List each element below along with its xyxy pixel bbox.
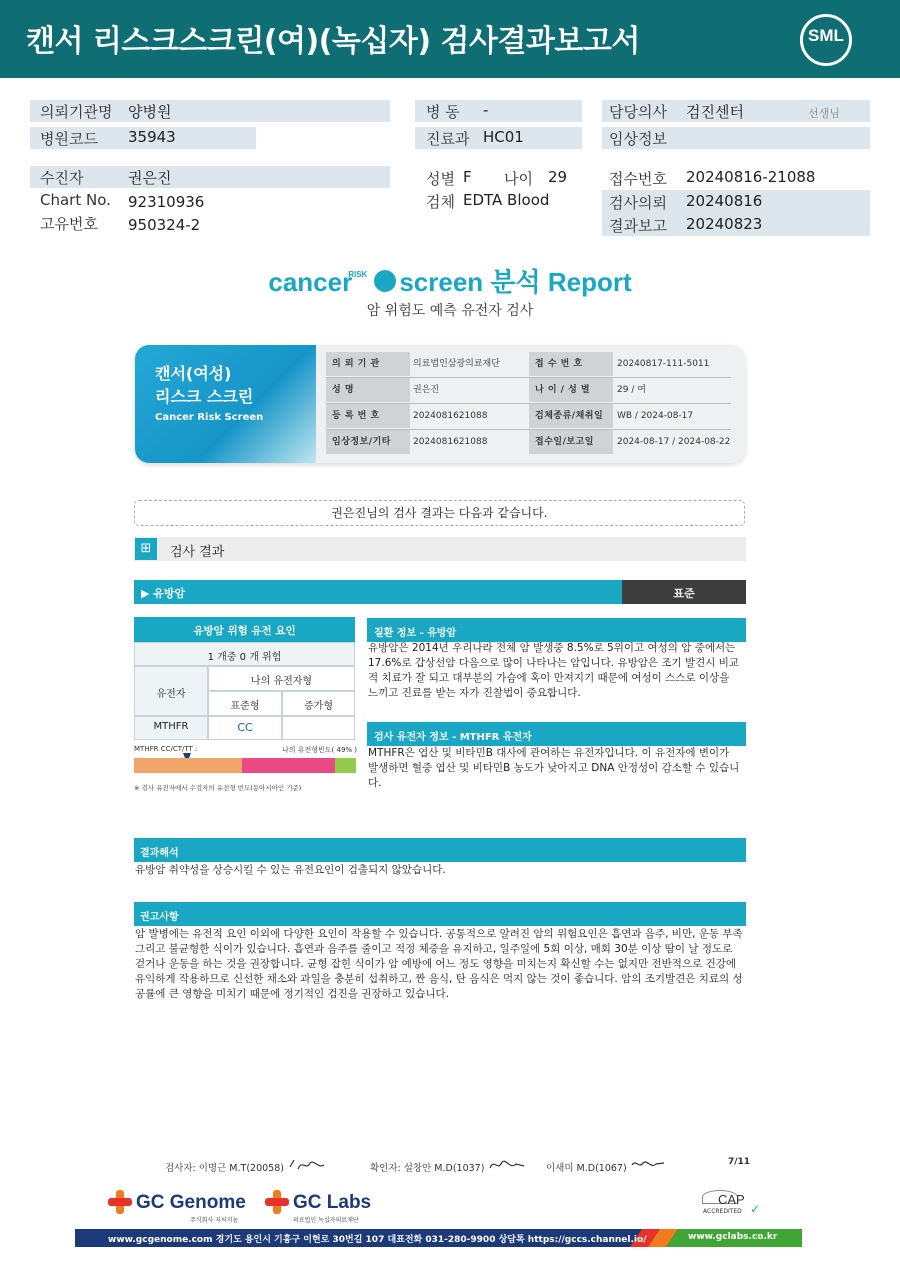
brand-cancer: cancer (268, 267, 353, 297)
age-value: 29 (548, 168, 568, 186)
ward-value: - (483, 101, 489, 119)
freq-segment-ct (242, 758, 335, 773)
age-label: 나이 (504, 170, 533, 188)
card-label: 의 뢰 기 관 (326, 352, 410, 376)
cap-logo: CAP (718, 1192, 745, 1207)
checkmark-icon: ✓ (750, 1202, 761, 1216)
std-label: 표준형 (230, 701, 260, 712)
freq-segment-cc (134, 758, 242, 773)
brand-title (0, 262, 900, 299)
confirmer2-signature-mark (630, 1157, 666, 1171)
sex-value: F (463, 168, 472, 186)
card-label: 임상정보/기타 (326, 430, 410, 454)
accession-label: 접수번호 (609, 170, 667, 188)
tester-signature-mark (288, 1157, 328, 1173)
interpretation-bar (134, 838, 746, 862)
specimen-value: EDTA Blood (463, 191, 550, 209)
genotype-label: 나의 유전자형 (250, 676, 313, 687)
section-header (134, 537, 746, 561)
patient-label: 수진자 (40, 169, 84, 187)
card-value: 2024081621088 (413, 411, 488, 421)
card-value: 2024-08-17 / 2024-08-22 (617, 437, 731, 447)
dept-label: 진료과 (426, 130, 470, 148)
institution-value: 양병원 (128, 103, 172, 121)
request-value: 20240816 (686, 192, 763, 210)
recommendation-text: 암 발병에는 유전적 요인 이외에 다양한 요인이 작용할 수 있습니다. 공통적으로 알려진 암의 위험요인은 흡연과 음주, 비만, 운동 부족 그리고 불균형한 식이가 있습니다. 흡연과 음주를 줄이고 적정 체중을 유지하고, 일주일에 5회 이상, 매회 30분 이상 땀이 날 정도로 걷거나 운동을 하는 것을 권장합니다. 균형 잡힌 식이가 암 예방에 어느 정도 영향을 미치는지 확신할 수는 없지만 전반적으로 건강에 유익하게 작용하므로 신선한 채소와 과일을 충분히 섭취하고, 짠 음식, 탄 음식은 먹지 않는 것이 좋습니다. 암의 조기발견은 치료의 성공률에 큰 영향을 미치기 때문에 정기적인 검진을 권장하고 있습니다. (135, 928, 743, 1000)
report-value: 20240823 (686, 215, 763, 233)
patient-name: 권은진 (128, 169, 172, 187)
freq-bar-left-label: MTHFR CC/CT/TT : (134, 745, 198, 753)
sml-logo: SML (808, 26, 844, 45)
brand-report: 분석 Report (490, 267, 632, 297)
doctor-value: 검진센터 (686, 103, 744, 121)
disease-info-title: 질환 정보 - 유방암 (374, 628, 457, 639)
chart-label: Chart No. (40, 191, 111, 209)
freq-bar-right-label: 나의 유전형빈도( 49% ) (282, 746, 358, 754)
patient-row (30, 166, 390, 188)
gc-genome-sub: 주식회사 지씨지놈 (190, 1217, 239, 1224)
cancer-ribbon-icon (374, 270, 396, 292)
dept-value: HC01 (483, 128, 524, 146)
freq-segment-tt (335, 758, 356, 773)
gene-count: 1 개중 0 개 위험 (207, 652, 282, 663)
card-value: 29 / 여 (617, 385, 646, 395)
gene-col-label: 유전자 (156, 689, 186, 700)
ward-label: 병 동 (426, 103, 460, 121)
gc-cross-icon (265, 1190, 289, 1214)
confirmer2-signature: 이새미 M.D(1067) (546, 1163, 627, 1174)
card-title-1: 캔서(여성) (155, 364, 232, 383)
gc-labs-logo: GC Labs (293, 1192, 372, 1213)
doctor-label: 담당의사 (609, 103, 667, 121)
category-name: ▶ 유방암 (141, 587, 186, 600)
brand-screen: screen (399, 267, 484, 297)
accession-value: 20240816-21088 (686, 168, 816, 186)
institution-label: 의뢰기관명 (40, 103, 113, 121)
gene-table-title: 유방암 위험 유전 요인 (193, 625, 296, 637)
gc-genome-logo: GC Genome (136, 1192, 246, 1213)
card-value: 권은진 (413, 385, 440, 395)
tester-signature: 검사자: 이명근 M.T(20058) (165, 1163, 284, 1174)
category-level: 표준 (673, 587, 695, 600)
card-title-2: 리스크 스크린 (155, 387, 254, 406)
card-title-3: Cancer Risk Screen (155, 412, 264, 423)
confirmer-signature: 확인자: 설창안 M.D(1037) (370, 1163, 485, 1174)
recommendation-title: 권고사항 (140, 912, 179, 923)
brand-subtitle: 암 위험도 예측 유전자 검사 (366, 303, 534, 319)
card-value: 20240817-111-5011 (617, 359, 710, 369)
gc-labs-sub: 의료법인 녹십자의료재단 (293, 1217, 359, 1224)
card-label: 성 명 (326, 378, 410, 402)
result-notice: 권은진님의 검사 결과는 다음과 같습니다. (134, 500, 745, 526)
card-label: 나 이 / 성 별 (529, 378, 613, 402)
interpretation-text: 유방암 취약성을 상승시킬 수 있는 유전요인이 검출되지 않았습니다. (135, 864, 446, 876)
frequency-bar (134, 752, 356, 774)
id-label: 고유번호 (40, 215, 98, 233)
card-value: 2024081621088 (413, 437, 488, 447)
card-value: WB / 2024-08-17 (617, 411, 694, 421)
footer-address: www.gcgenome.com 경기도 용인시 기흥구 이현로 30번길 107 대표전화 031-280-9900 상담톡 https://gccs.channel.io/ (108, 1235, 647, 1245)
report-title: 캔서 리스크스크린(여)(녹십자) 검사결과보고서 (26, 24, 640, 59)
chart-value: 92310936 (128, 193, 205, 211)
card-label: 접수일/보고일 (529, 430, 613, 454)
gene-info-text: MTHFR은 엽산 및 비타민B 대사에 관여하는 유전자입니다. 이 유전자에 변이가 발생하면 혈중 엽산 및 비타민B 농도가 낮아지고 DNA 안정성이 감소할 수 있습니다. (368, 747, 740, 789)
brand-risk: RISK (348, 270, 368, 279)
inc-label: 증가형 (304, 701, 333, 712)
gene-table-footnote: ※ 검사 유전자에서 수검자의 유전형 빈도(동아시아인 기준) (134, 784, 302, 792)
hospital-code-value: 35943 (128, 128, 176, 146)
request-label: 검사의뢰 (609, 194, 667, 212)
summary-card (135, 345, 745, 463)
card-value: 의료법인삼광의료재단 (413, 359, 500, 369)
interpretation-title: 결과해석 (140, 848, 179, 859)
disease-info-text: 유방암은 2014년 우리나라 전체 암 발생중 8.5%로 5위이고 여성의 암 중에서는 17.6%로 갑상선암 다음으로 많이 나타나는 암입니다. 유방암은 조기 발견시 비교적 치료가 잘 되고 대부분의 가슴에 혹이 만져지기 때문에 여성이 스스로 이상을 느끼고 진료를 받는 자가 진찰법이 중요합니다. (368, 642, 740, 699)
doctor-suffix: 선생님 (808, 107, 840, 120)
report-label: 결과보고 (609, 217, 667, 235)
card-label: 접 수 번 호 (529, 352, 613, 376)
confirmer-signature-mark (488, 1156, 528, 1174)
section-title: 검사 결과 (170, 545, 225, 560)
recommendation-bar (134, 902, 746, 926)
cap-sub: ACCREDITED (703, 1208, 742, 1215)
page-number: 7/11 (728, 1157, 751, 1167)
card-label: 등 록 번 호 (326, 404, 410, 428)
footer-site-link[interactable]: www.gclabs.co.kr (688, 1232, 778, 1242)
inc-value-cell (282, 716, 355, 740)
std-value: CC (237, 721, 253, 734)
gene-info-title: 검사 유전자 정보 - MTHFR 유전자 (374, 732, 532, 743)
folder-plus-icon: ⊞ (135, 538, 157, 560)
card-label: 검체종류/채취일 (529, 404, 613, 428)
category-bar (134, 580, 622, 604)
sex-label: 성별 (426, 170, 455, 188)
hospital-code-label: 병원코드 (40, 130, 98, 148)
specimen-label: 검체 (426, 193, 455, 211)
gene-name: MTHFR (153, 721, 189, 732)
gc-cross-icon (108, 1190, 132, 1214)
id-value: 950324-2 (128, 216, 201, 234)
clinical-label: 임상정보 (609, 130, 667, 148)
